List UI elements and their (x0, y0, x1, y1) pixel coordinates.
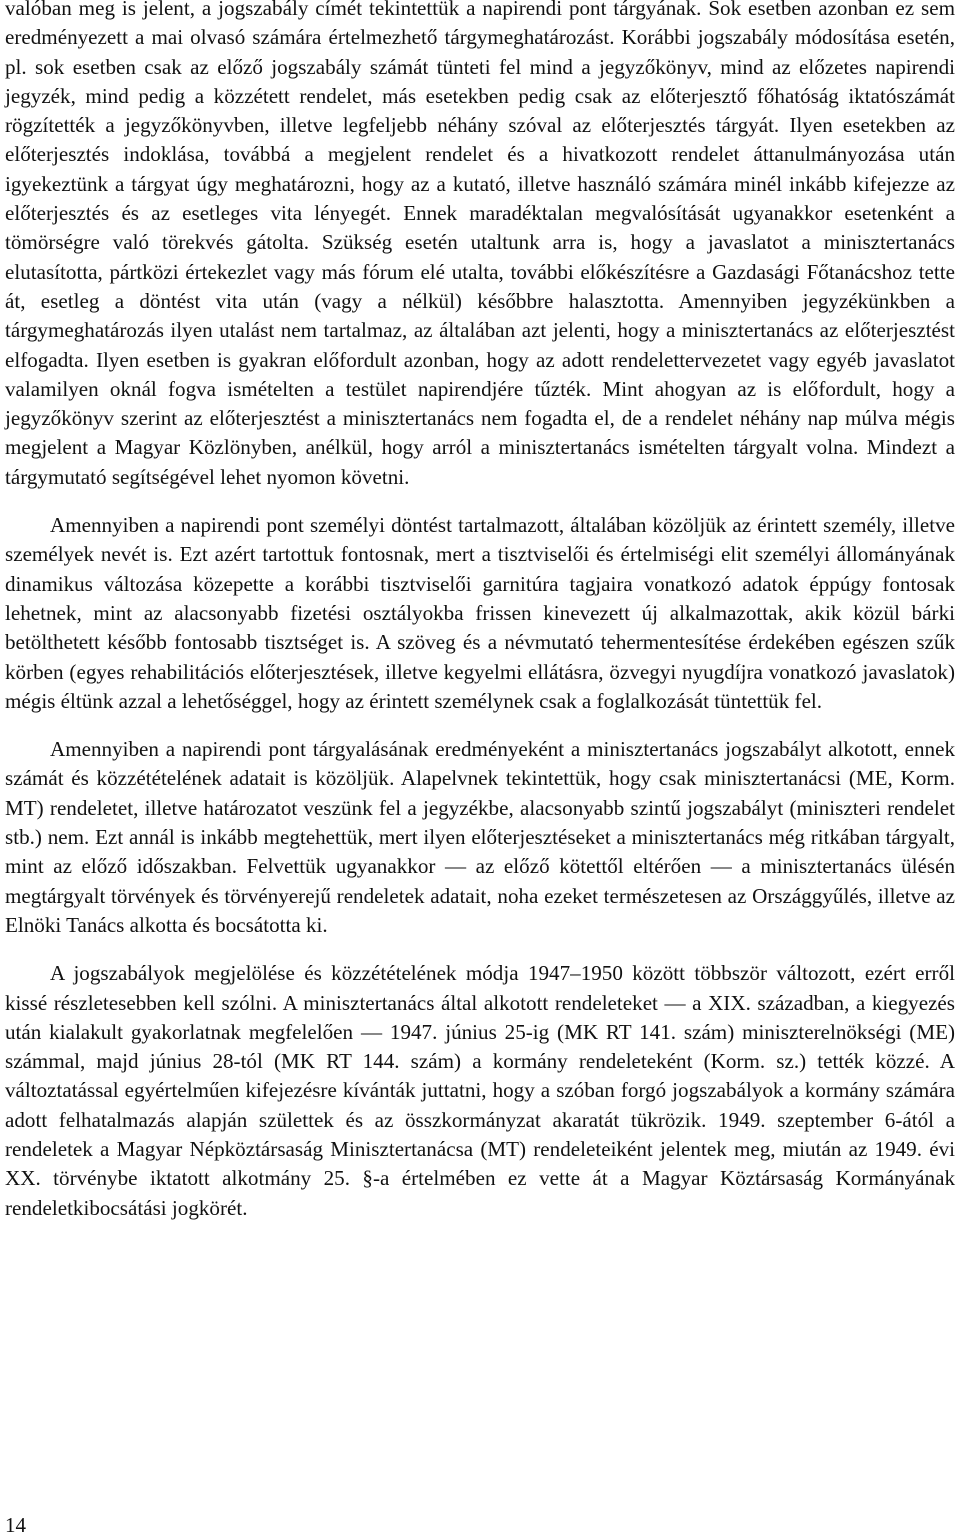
paragraph-1-sentence-6: Ilyen esetben is gyakran előfordult azonban, hogy az adott rendelettervezetet vagy egyéb javaslatot valamilyen oknál fogva ismételten a testület napirendjére tűzték. (5, 347, 955, 401)
paragraph-1-sentence-8: Mindezt a tárgymutató segítségével lehet nyomon követni. (5, 435, 955, 489)
paragraph-1-sentence-7: Mint ahogyan az is előfordult, hogy a jegyzőkönyv szerint az előterjesztést a minisztertanács nem fogadta el, de a rendelet néhány nap múlva mégis megjelent a Magyar Közlönyben, anélkül, hogy arról a minisztertanács ismételten tárgyalt volna. (5, 376, 955, 460)
page-number: 14 (5, 1513, 26, 1537)
document-page (5, 0, 955, 1223)
paragraph-1-sentence-3: Ennek maradéktalan megvalósítását ugyanakkor esetenként a tömörségre való törekvés gátolta. (5, 201, 955, 255)
body-paragraph-1 (5, 0, 955, 492)
body-paragraph-4: A jogszabályok megjelölése és közzétételének módja 1947–1950 között többször változott, ezért erről kissé részletesebben kell szólni. A minisztertanács által alkotott rendeleteket — a XIX. században, a kiegyezés után kialakult gyakorlatnak megfelelően — 1947. június 25-ig (MK RT 141. szám) miniszterelnökségi (ME) számmal, majd június 28-tól (MK RT 144. szám) a kormány rendeleteként (Korm. sz.) tették közzé. A változtatással egyértelműen kifejezésre kívánták juttatni, hogy a szóban forgó jogszabályok a kormány számára adott felhatalmazás alapján születtek és az összkormányzat akaratát tükrözik. 1949. szeptember 6-ától a rendeletek a Magyar Népköztársaság Minisztertanácsa (MT) rendeleteiként jelentek meg, miután az 1949. évi XX. törvénybe iktatott alkotmány 25. §-a értelmében ez vette át a Magyar Köztársaság Kormányának rendeletkibocsátási jogkörét. (5, 961, 955, 1220)
paragraph-1-sentence-4: Szükség esetén utaltunk arra is, hogy a javaslatot a minisztertanács elutasította, pártközi értekezlet vagy más fórum elé utalta, további előkészítésre a Gazdasági Főtanácshoz tette át, esetleg a döntést vita után (vagy a nélkül) későbbre halasztotta. (5, 230, 955, 313)
body-paragraph-3: Amennyiben a napirendi pont tárgyalásának eredményeként a minisztertanács jogszabályt alkotott, ennek számát és közzétételének adatait is közöljük. Alapelvnek tekintettük, hogy csak minisztertanácsi (ME, Korm. MT) rendeletet, illetve határozatot veszünk fel a jegyzékbe, alacsonyabb szintű jogszabályt (miniszteri rendelet stb.) nem. Ezt annál is inkább megtehettük, mert ilyen előterjesztéseket a minisztertanács még ritkában tárgyalt, mint az előző időszakban. Felvettük ugyanakkor — az előző kötettől eltérően — a minisztertanács ülésén megtárgyalt törvények és törvényerejű rendeletek adatait, noha ezeket természetesen az Országgyűlés, illetve az Elnöki Tanács alkotta és bocsátotta ki. (5, 737, 955, 937)
paragraph-1-sentence-2: Ilyen esetekben az előterjesztés indoklása, továbbá a megjelent rendelet és a hivatkozott rendelet áttanulmányozása után igyekeztünk a tárgyat úgy meghatározni, hogy az a kutató, illetve használó számára minél inkább kifejezze az előterjesztés és az esetleges vita lényegét. (5, 113, 956, 226)
paragraph-1-sentence-5: Amennyiben jegyzékünkben a tárgymeghatározás ilyen utalást nem tartalmaz, az általában azt jelenti, hogy a minisztertanács az előterjesztést elfogadta. (5, 288, 955, 372)
body-paragraph-2: Amennyiben a napirendi pont személyi döntést tartalmazott, általában közöljük az érintett személy, illetve személyek nevét is. Ezt azért tartottuk fontosnak, mert a tisztviselői és értelmiségi elit személyi állományának dinamikus változása közepette a korábbi tisztviselői garnitúra tagjaira vonatkozó adatok éppúgy fontosak lehetnek, mint az alacsonyabb fizetési osztályokba frissen kinevezett új alkalmazottak, akik közül bárki betölthetett később fontosabb tisztséget is. A szöveg és a névmutató tehermentesítése érdekében egészen szűk körben (egyes rehabilitációs előterjesztések, illetve kegyelmi ellátásra, özvegyi nyugdíjra vonatkozó javaslatok) mégis éltünk azzal a lehetőséggel, hogy az érintett személynek csak a foglalkozását tüntettük fel. (5, 513, 955, 713)
paragraph-1-sentence-1: valóban meg is jelent, a jogszabály címét tekintettük a napirendi pont tárgyának. Sok esetben azonban ez sem eredményezett a mai olvasó számára értelmezhető tárgymeghatározást. Korábbi jogszabály módosítása esetén, pl. sok esetben csak az előző jogszabály számát tünteti fel mind a jegyzőkönyv, mind az előzetes napirendi jegyzék, mind pedig a közzétett rendelet, más esetekben pedig csak az előterjesztő főhatóság iktatószámát rögzítették a jegyzőkönyvben, illetve legfeljebb néhány szóval az előterjesztés tárgyát. (5, 0, 955, 138)
